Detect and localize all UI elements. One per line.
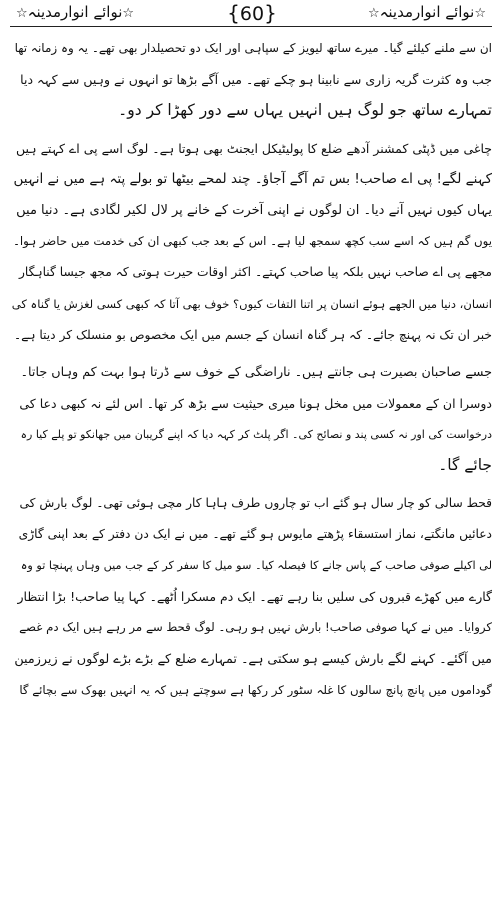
page-number-value: 60 bbox=[239, 3, 265, 25]
text-line: کروایا۔ میں نے کہا صوفی صاحب! بارش نہیں ہو رہی۔ لوگ قحط سے مر رہے ہیں ایک دم غصے bbox=[19, 620, 492, 635]
text-line: یوں گم ہیں کہ اسے سب کچھ سمجھ لیا ہے۔ اس کے بعد جب کبھی ان کی خدمت میں حاضر ہوا۔ bbox=[12, 234, 492, 249]
running-title-left bbox=[16, 3, 134, 21]
star-icon: ☆ bbox=[16, 6, 28, 21]
body-text bbox=[10, 27, 494, 706]
running-title-left-text: نوائے انوارمدینہ bbox=[27, 3, 123, 21]
text-line: دعائیں مانگتے، نماز استسقاء پڑھتے مایوس ہو گئے تھے۔ میں نے ایک دن دفتر کے بعد اپنی گاڑی bbox=[18, 526, 492, 541]
text-line: قحط سالی کو چار سال ہو گئے اب تو چاروں طرف ہاہا کار مچی ہوئی تھی۔ لوگ بارش کی bbox=[19, 495, 492, 510]
text-line: گوداموں میں پانچ پانچ سالوں کا غلہ سٹور کر رکھا ہے سوچتے ہیں کہ یہ انہیں بھوک سے بچائے گا bbox=[19, 682, 492, 697]
text-line: لی اکیلے صوفی صاحب کے پاس جانے کا فیصلہ کیا۔ سو میل کا سفر کر کے جب میں وہاں پہنچا تو وہ bbox=[20, 559, 492, 572]
text-line: تمہارے ساتھ جو لوگ ہیں انہیں یہاں سے دور کھڑا کر دو۔ bbox=[118, 101, 492, 120]
paragraph bbox=[12, 133, 492, 351]
star-icon: ☆ bbox=[474, 6, 486, 21]
paragraph bbox=[12, 33, 492, 127]
page-number bbox=[227, 1, 277, 25]
left-brace-icon: { bbox=[227, 1, 240, 25]
text-line: جب وہ کثرت گریہ زاری سے نابینا ہو چکے تھے۔ میں آگے بڑھا تو انہوں نے وہیں سے کہہ دیا bbox=[20, 72, 492, 88]
text-line: یہاں کیوں نہیں آنے دیا۔ ان لوگوں نے اپنی آخرت کے خانے پر لال لکیر لگادی ہے۔ دنیا میں bbox=[16, 202, 492, 218]
running-title-right-text: نوائے انوارمدینہ bbox=[379, 3, 475, 21]
star-icon: ☆ bbox=[122, 6, 135, 21]
running-title-right bbox=[368, 3, 486, 21]
paragraph bbox=[12, 357, 492, 482]
text-line: انسان، دنیا میں الجھے ہوئے انسان پر اتنا التفات کیوں؟ خوف بھی آتا کہ کبھی کسی لغزش یا گناہ کی bbox=[12, 296, 492, 311]
star-icon: ☆ bbox=[367, 6, 380, 21]
text-line: دوسرا ان کے معمولات میں مخل ہونا میری حیثیت سے بڑھ کر تھا۔ اس لئے نہ کبھی دعا کی bbox=[19, 396, 492, 412]
text-line: خبر ان تک نہ پہنچ جائے۔ کہ ہر گناہ انسان کے جسم میں ایک مخصوص بو منسلک کر دیتا ہے۔ bbox=[13, 327, 492, 342]
text-line: مجھے پی اے صاحب نہیں بلکہ پیا صاحب کہتے۔ اکثر اوقات حیرت ہوتی کہ مجھ جیسا گناہگار bbox=[18, 265, 492, 280]
page-header bbox=[10, 0, 494, 26]
text-line: میں آگئے۔ کہنے لگے بارش کیسے ہو سکتی ہے۔ تمہارے ضلع کے بڑے بڑے لوگوں نے زیرزمین bbox=[14, 651, 492, 667]
text-line: گارے میں کھڑے قبروں کی سلیں بنا رہے تھے۔ ایک دم مسکرا اُٹھے۔ کہا پیا صاحب! بڑا انتظار bbox=[17, 589, 492, 605]
right-brace-icon: } bbox=[264, 1, 277, 25]
text-line: کہنے لگے! پی اے صاحب! بس تم آگے آجاؤ۔ چند لمحے بیٹھا تو بولے پتہ ہے میں نے انہیں bbox=[13, 170, 492, 187]
text-line: جائے گا۔ bbox=[438, 456, 492, 475]
text-line: چاغی میں ڈپٹی کمشنر آدھے ضلع کا پولیٹیکل ایجنٹ بھی ہوتا ہے۔ لوگ اسے پی اے کہتے ہیں bbox=[16, 140, 492, 156]
text-line: درخواست کی اور نہ کسی پند و نصائح کی۔ اگر پلٹ کر کہہ دیا کہ اپنے گریبان میں جھانکو تو پلے کیا رہ bbox=[20, 428, 492, 442]
paragraph bbox=[12, 488, 492, 706]
text-line: جسے صاحبان بصیرت ہی جانتے ہیں۔ ناراضگی کے خوف سے ڈرتا ہوا بہت کم وہاں جاتا۔ bbox=[20, 364, 492, 380]
text-line: ان سے ملنے کیلئے گیا۔ میرے ساتھ لیویز کے سپاہی اور ایک دو تحصیلدار بھی تھے۔ یہ وہ زمانہ تھا bbox=[14, 41, 492, 55]
